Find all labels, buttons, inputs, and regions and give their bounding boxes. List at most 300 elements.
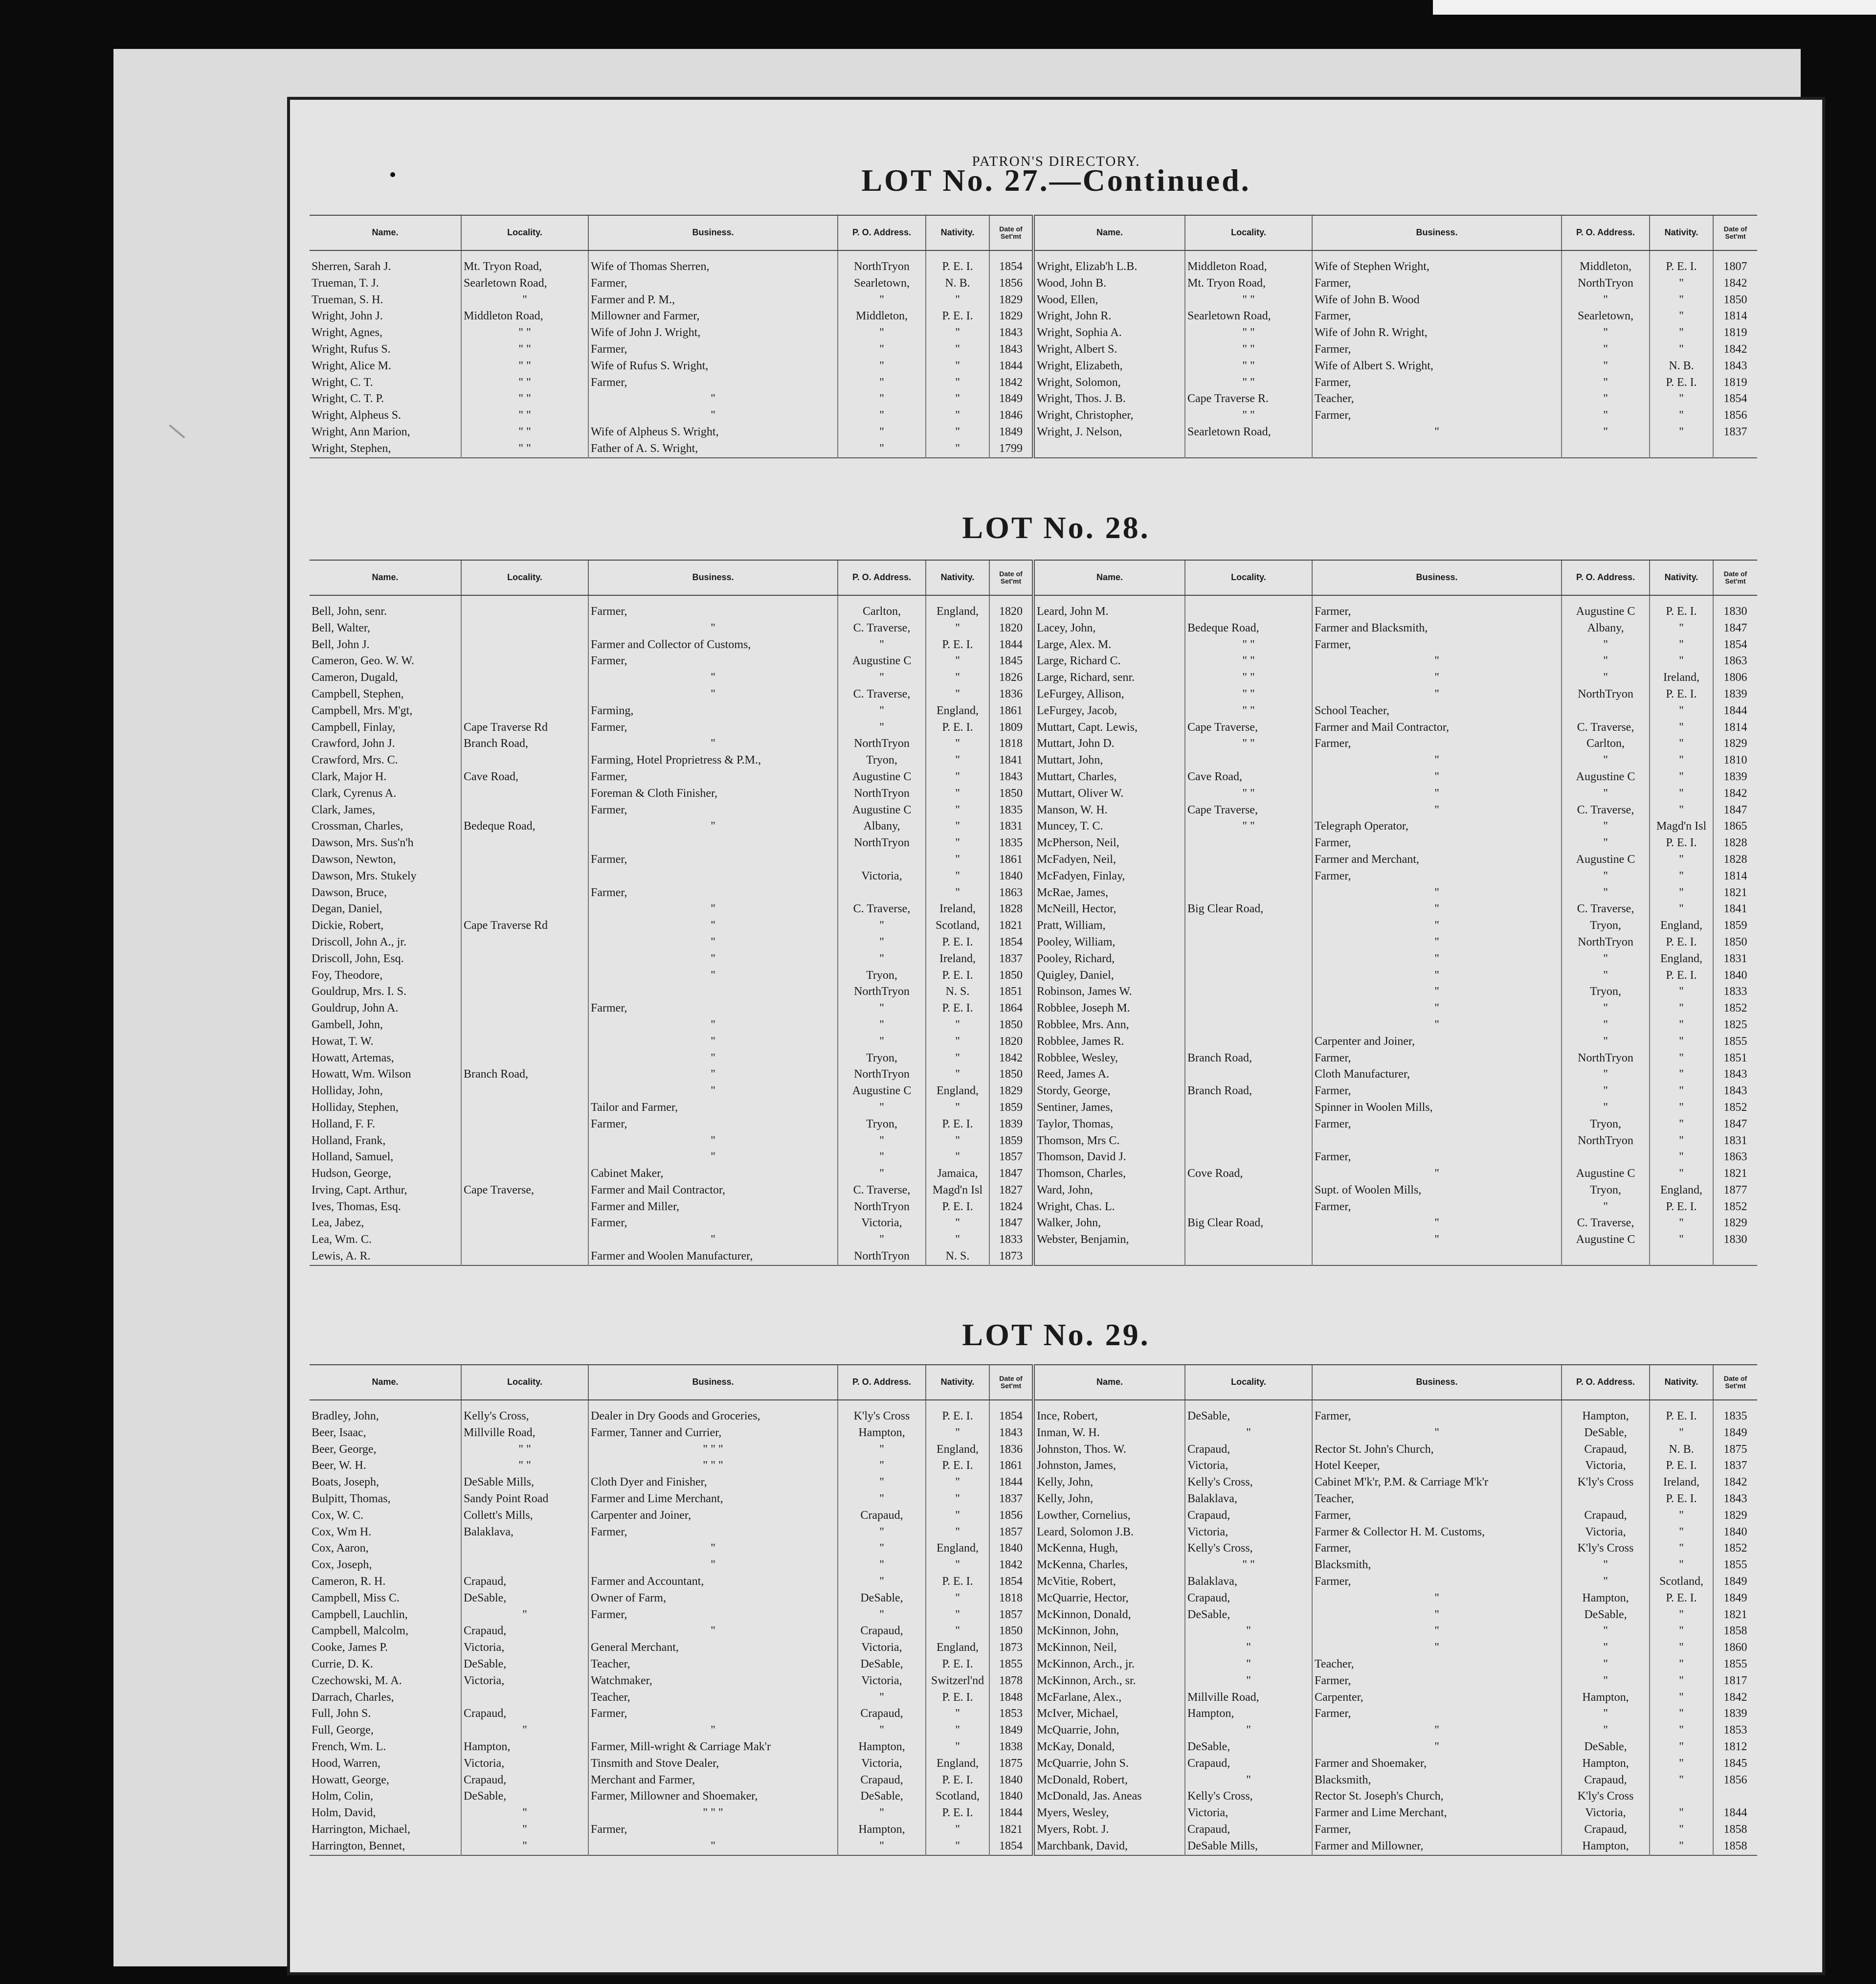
cell-po-address: NorthTryon	[838, 736, 926, 752]
cell-locality: " "	[461, 358, 588, 375]
cell-name: Robinson, James W.	[1033, 984, 1185, 1000]
cell-nativity: "	[1650, 1017, 1713, 1034]
cell-nativity: P. E. I.	[1650, 1458, 1713, 1474]
cell-name: Thomson, Mrs C.	[1033, 1133, 1185, 1150]
cell-nativity: "	[926, 653, 989, 670]
table-row	[310, 1788, 1757, 1805]
cell-business: Farming,	[588, 703, 838, 720]
lot29-directory-table	[310, 1364, 1757, 1856]
cell-date-settled: 1848	[989, 1690, 1033, 1706]
cell-po-address: Crapaud,	[1562, 1772, 1650, 1789]
cell-locality: " "	[461, 1458, 588, 1474]
cell-name: Dawson, Newton,	[312, 853, 396, 866]
cell-date-settled: 1854	[1713, 637, 1757, 654]
cell-name: LeFurgey, Jacob,	[1033, 703, 1185, 720]
cell-locality: Cape Traverse,	[1185, 720, 1312, 736]
cell-date-settled: 1809	[989, 720, 1033, 736]
cell-po-address: NorthTryon	[838, 250, 926, 275]
cell-locality: DeSable,	[461, 1788, 588, 1805]
cell-nativity: "	[926, 818, 989, 835]
table-row	[310, 1474, 1757, 1491]
cell-locality: " "	[461, 341, 588, 358]
cell-business: "	[1312, 1607, 1562, 1623]
cell-name: Full, John S.	[312, 1707, 371, 1720]
cell-name: Bell, John, senr.	[312, 605, 387, 618]
cell-date-settled: 1839	[1713, 769, 1757, 786]
cell-nativity: "	[926, 441, 989, 458]
cell-po-address: Albany,	[1562, 620, 1650, 637]
cell-date-settled: 1843	[989, 769, 1033, 786]
cell-name: Wright, Thos. J. B.	[1033, 391, 1185, 407]
cell-business: Farmer,	[1312, 868, 1562, 885]
cell-date-settled: 1850	[1713, 934, 1757, 951]
cell-locality: Millville Road,	[461, 1425, 588, 1442]
cell-locality	[461, 1149, 588, 1166]
cell-name: Pooley, Richard,	[1033, 951, 1185, 968]
cell-locality	[1185, 835, 1312, 852]
cell-name: Holland, Samuel,	[312, 1150, 394, 1164]
cell-business: Farmer,	[1312, 1822, 1562, 1838]
cell-po-address: K'ly's Cross	[1562, 1474, 1650, 1491]
table-row	[310, 835, 1757, 852]
cell-po-address: NorthTryon	[1562, 934, 1650, 951]
cell-nativity: P. E. I.	[926, 1458, 989, 1474]
cell-business: Cloth Dyer and Finisher,	[588, 1474, 838, 1491]
cell-business: Carpenter and Joiner,	[1312, 1034, 1562, 1050]
table-row	[310, 1805, 1757, 1822]
cell-date-settled: 1821	[1713, 885, 1757, 902]
table-row	[310, 424, 1757, 441]
cell-po-address: Tryon,	[838, 968, 926, 984]
cell-locality: "	[461, 1722, 588, 1739]
cell-date-settled: 1836	[989, 686, 1033, 703]
cell-nativity: Ireland,	[926, 901, 989, 918]
cell-date-settled: 1873	[989, 1248, 1033, 1265]
cell-date-settled: 1843	[1713, 1083, 1757, 1100]
cell-date-settled: 1863	[989, 885, 1033, 902]
cell-name: McFadyen, Neil,	[1033, 852, 1185, 868]
cell-business: Supt. of Woolen Mills,	[1312, 1182, 1562, 1199]
cell-business: Blacksmith,	[1312, 1772, 1562, 1789]
cell-date-settled: 1854	[989, 934, 1033, 951]
cell-name: Lowther, Cornelius,	[1033, 1508, 1185, 1524]
cell-po-address: "	[1562, 818, 1650, 835]
cell-locality	[461, 885, 588, 902]
cell-business: "	[1312, 1425, 1562, 1442]
cell-name: Bell, John J.	[312, 638, 370, 651]
cell-locality: Victoria,	[1185, 1458, 1312, 1474]
cell-date-settled: 1858	[1713, 1822, 1757, 1838]
cell-business: Farmer and Mail Contractor,	[1312, 720, 1562, 736]
cell-locality: Bedeque Road,	[461, 818, 588, 835]
cell-name: Driscoll, John, Esq.	[312, 952, 404, 965]
cell-locality: Kelly's Cross,	[461, 1400, 588, 1425]
cell-date-settled: 1807	[1713, 250, 1757, 275]
cell-business: "	[1312, 1739, 1562, 1756]
cell-business: "	[1312, 1000, 1562, 1017]
cell-business: "	[1312, 786, 1562, 802]
cell-nativity: "	[1650, 308, 1713, 325]
cell-business: "	[1312, 1722, 1562, 1739]
table-row	[310, 852, 1757, 868]
cell-date-settled: 1821	[989, 918, 1033, 934]
cell-locality: " "	[1185, 1557, 1312, 1574]
column-header-date-settled: Date of Set'mt	[989, 215, 1033, 250]
cell-business: Cloth Manufacturer,	[1312, 1066, 1562, 1083]
cell-date-settled: 1851	[1713, 1050, 1757, 1067]
cell-po-address: "	[838, 325, 926, 341]
cell-business: Wife of Stephen Wright,	[1312, 250, 1562, 275]
cell-name: McKenna, Charles,	[1033, 1557, 1185, 1574]
cell-po-address: Victoria,	[838, 1640, 926, 1656]
cell-date-settled: 1845	[989, 653, 1033, 670]
cell-business: Farmer,	[588, 275, 838, 292]
cell-name: Campbell, Stephen,	[312, 687, 404, 700]
cell-po-address: Hampton,	[1562, 1690, 1650, 1706]
cell-po-address: "	[838, 951, 926, 968]
cell-nativity: "	[926, 375, 989, 391]
cell-nativity: "	[926, 1706, 989, 1722]
cell-locality: " "	[1185, 637, 1312, 654]
cell-locality	[1185, 1182, 1312, 1199]
cell-name: Thomson, Charles,	[1033, 1166, 1185, 1182]
cell-po-address: NorthTryon	[1562, 1133, 1650, 1150]
cell-date-settled: 1852	[1713, 1540, 1757, 1557]
cell-nativity: P. E. I.	[1650, 375, 1713, 391]
table-row	[310, 703, 1757, 720]
cell-locality	[1185, 934, 1312, 951]
cell-nativity: "	[1650, 885, 1713, 902]
column-header-locality: Locality.	[1185, 1365, 1312, 1400]
cell-name: Crawford, Mrs. C.	[312, 754, 398, 767]
table-row	[310, 1215, 1757, 1232]
cell-business: Farmer,	[588, 1706, 838, 1722]
cell-locality: Cave Road,	[1185, 769, 1312, 786]
table-row	[310, 1673, 1757, 1690]
cell-business: "	[588, 1083, 838, 1100]
cell-locality	[1185, 1034, 1312, 1050]
cell-locality	[1185, 1248, 1312, 1265]
cell-po-address: "	[1562, 968, 1650, 984]
cell-po-address: "	[1562, 1656, 1650, 1673]
cell-date-settled: 1835	[989, 802, 1033, 819]
cell-po-address: NorthTryon	[1562, 686, 1650, 703]
cell-locality: DeSable,	[461, 1590, 588, 1607]
cell-po-address: "	[1562, 325, 1650, 341]
cell-po-address: Middleton,	[1562, 250, 1650, 275]
cell-business: "	[588, 1066, 838, 1083]
cell-name: LeFurgey, Allison,	[1033, 686, 1185, 703]
table-row	[310, 984, 1757, 1000]
cell-po-address: Searletown,	[1562, 308, 1650, 325]
cell-nativity: "	[926, 1215, 989, 1232]
cell-po-address: "	[1562, 1706, 1650, 1722]
cell-locality: Cape Traverse Rd	[461, 720, 588, 736]
cell-nativity: "	[1650, 720, 1713, 736]
cell-locality: Branch Road,	[1185, 1050, 1312, 1067]
table-row	[310, 1722, 1757, 1739]
cell-date-settled: 1838	[989, 1739, 1033, 1756]
cell-locality: Branch Road,	[461, 736, 588, 752]
cell-po-address: "	[838, 1574, 926, 1590]
cell-nativity: Scotland,	[1650, 1574, 1713, 1590]
cell-locality	[461, 1034, 588, 1050]
cell-business: Rector St. John's Church,	[1312, 1442, 1562, 1458]
cell-business: Farmer,	[1312, 1540, 1562, 1557]
cell-locality: " "	[1185, 407, 1312, 424]
cell-po-address: "	[1562, 1574, 1650, 1590]
cell-date-settled: 1836	[989, 1442, 1033, 1458]
cell-nativity: "	[1650, 1232, 1713, 1248]
cell-po-address	[1562, 1248, 1650, 1265]
cell-name: Bell, Walter,	[312, 621, 370, 634]
cell-locality: " "	[1185, 653, 1312, 670]
table-row	[310, 1838, 1757, 1855]
cell-nativity: "	[926, 1232, 989, 1248]
cell-name: Muttart, Charles,	[1033, 769, 1185, 786]
cell-locality	[1185, 1149, 1312, 1166]
table-row	[310, 441, 1757, 458]
cell-name: Robblee, Wesley,	[1033, 1050, 1185, 1067]
table-row	[310, 1574, 1757, 1590]
cell-business: "	[1312, 769, 1562, 786]
cell-locality: Collett's Mills,	[461, 1508, 588, 1524]
cell-nativity: "	[1650, 901, 1713, 918]
cell-business: Farmer & Collector H. M. Customs,	[1312, 1524, 1562, 1541]
table-row	[310, 1640, 1757, 1656]
table-row	[310, 391, 1757, 407]
cell-business: Farmer,	[1312, 341, 1562, 358]
cell-locality	[461, 1166, 588, 1182]
cell-name: Thomson, David J.	[1033, 1149, 1185, 1166]
cell-date-settled: 1840	[1713, 1524, 1757, 1541]
cell-name: Wright, Rufus S.	[312, 342, 391, 356]
cell-nativity: P. E. I.	[1650, 595, 1713, 620]
cell-name: Muttart, Capt. Lewis,	[1033, 720, 1185, 736]
cell-name: Holm, Colin,	[312, 1790, 374, 1803]
cell-date-settled: 1844	[1713, 1805, 1757, 1822]
cell-business: Carpenter and Joiner,	[588, 1508, 838, 1524]
cell-name: Wood, John B.	[1033, 275, 1185, 292]
cell-po-address: "	[1562, 1100, 1650, 1116]
cell-name: Lewis, A. R.	[312, 1250, 371, 1263]
cell-name: Wright, Albert S.	[1033, 341, 1185, 358]
cell-name: Trueman, T. J.	[312, 276, 379, 290]
cell-nativity: "	[1650, 802, 1713, 819]
cell-locality: Kelly's Cross,	[1185, 1474, 1312, 1491]
cell-date-settled: 1854	[989, 250, 1033, 275]
cell-date-settled: 1849	[1713, 1574, 1757, 1590]
cell-po-address: C. Traverse,	[1562, 1215, 1650, 1232]
cell-date-settled: 1854	[989, 1400, 1033, 1425]
cell-nativity: England,	[926, 595, 989, 620]
cell-date-settled: 1853	[1713, 1722, 1757, 1739]
cell-locality: "	[461, 292, 588, 309]
cell-business: Farmer and Miller,	[588, 1199, 838, 1216]
cell-business: Teacher,	[1312, 391, 1562, 407]
cell-po-address: "	[1562, 1017, 1650, 1034]
cell-po-address	[838, 885, 926, 902]
table-row	[310, 1133, 1757, 1150]
cell-business: Farmer and Blacksmith,	[1312, 620, 1562, 637]
cell-date-settled: 1821	[1713, 1607, 1757, 1623]
cell-name: Wright, Stephen,	[312, 442, 391, 455]
cell-locality	[461, 835, 588, 852]
lot27-directory-table	[310, 215, 1757, 458]
cell-nativity: "	[926, 1425, 989, 1442]
cell-po-address: NorthTryon	[838, 786, 926, 802]
table-row	[310, 1050, 1757, 1067]
cell-po-address: Augustine C	[1562, 769, 1650, 786]
cell-business: Farmer,	[588, 375, 838, 391]
column-header-po-address: P. O. Address.	[838, 560, 926, 595]
cell-po-address: DeSable,	[838, 1656, 926, 1673]
cell-date-settled: 1842	[989, 375, 1033, 391]
cell-date-settled: 1856	[989, 275, 1033, 292]
cell-nativity: "	[1650, 620, 1713, 637]
cell-po-address: "	[838, 1166, 926, 1182]
cell-name: Howatt, George,	[312, 1773, 389, 1786]
table-row	[310, 375, 1757, 391]
cell-locality	[461, 1017, 588, 1034]
cell-nativity: "	[926, 391, 989, 407]
cell-locality: Big Clear Road,	[1185, 901, 1312, 918]
column-header-nativity: Nativity.	[1650, 1365, 1713, 1400]
table-row	[310, 250, 1757, 275]
cell-locality: " "	[1185, 341, 1312, 358]
cell-date-settled: 1847	[1713, 802, 1757, 819]
column-header-nativity: Nativity.	[926, 1365, 989, 1400]
cell-locality	[461, 786, 588, 802]
cell-business: Farmer, Millowner and Shoemaker,	[588, 1788, 838, 1805]
cell-date-settled: 1850	[989, 1623, 1033, 1640]
cell-name: Irving, Capt. Arthur,	[312, 1183, 407, 1196]
cell-nativity: Magd'n Isl	[926, 1182, 989, 1199]
cell-po-address: "	[1562, 1199, 1650, 1216]
cell-name: Myers, Wesley,	[1033, 1805, 1185, 1822]
cell-business: Farmer and Woolen Manufacturer,	[588, 1248, 838, 1265]
cell-locality: Cape Traverse Rd	[461, 918, 588, 934]
cell-date-settled: 1839	[989, 1116, 1033, 1133]
table-row	[310, 752, 1757, 769]
table-row	[310, 653, 1757, 670]
cell-date-settled	[1713, 1248, 1757, 1265]
cell-date-settled: 1856	[989, 1508, 1033, 1524]
cell-name: Dawson, Bruce,	[312, 886, 387, 899]
cell-date-settled: 1873	[989, 1640, 1033, 1656]
cell-date-settled: 1857	[989, 1149, 1033, 1166]
cell-nativity: "	[926, 769, 989, 786]
table-row	[310, 292, 1757, 309]
cell-po-address: "	[838, 1000, 926, 1017]
cell-nativity: P. E. I.	[1650, 835, 1713, 852]
cell-po-address: NorthTryon	[838, 1199, 926, 1216]
cell-business: "	[1312, 1215, 1562, 1232]
cell-locality: Kelly's Cross,	[1185, 1540, 1312, 1557]
table-row	[310, 325, 1757, 341]
cell-date-settled: 1850	[1713, 292, 1757, 309]
cell-name: Hood, Warren,	[312, 1757, 380, 1770]
cell-po-address: "	[1562, 1722, 1650, 1739]
cell-locality: Balaklava,	[1185, 1574, 1312, 1590]
cell-po-address: Victoria,	[838, 1756, 926, 1772]
cell-nativity: "	[926, 868, 989, 885]
cell-date-settled: 1829	[1713, 1508, 1757, 1524]
cell-locality: Searletown Road,	[461, 275, 588, 292]
cell-po-address: "	[838, 341, 926, 358]
cell-business: "	[588, 1034, 838, 1050]
cell-name: Taylor, Thomas,	[1033, 1116, 1185, 1133]
cell-name: Wright, Ann Marion,	[312, 425, 410, 438]
cell-name: Campbell, Malcolm,	[312, 1624, 408, 1638]
cell-locality	[461, 1232, 588, 1248]
cell-business: Farmer and Lime Merchant,	[588, 1491, 838, 1508]
cell-po-address: "	[1562, 375, 1650, 391]
cell-date-settled: 1858	[1713, 1623, 1757, 1640]
cell-date-settled: 1814	[1713, 868, 1757, 885]
cell-business: "	[1312, 653, 1562, 670]
cell-business: Farmer and Accountant,	[588, 1574, 838, 1590]
cell-nativity: "	[926, 1822, 989, 1838]
cell-business: Farmer,	[1312, 407, 1562, 424]
table-row	[310, 885, 1757, 902]
table-row	[310, 1690, 1757, 1706]
cell-nativity: "	[926, 1607, 989, 1623]
cell-nativity: "	[1650, 1149, 1713, 1166]
cell-nativity: "	[926, 786, 989, 802]
cell-date-settled: 1846	[989, 407, 1033, 424]
cell-locality: " "	[1185, 670, 1312, 686]
cell-name: Bradley, John,	[312, 1410, 379, 1422]
cell-date-settled: 1829	[989, 292, 1033, 309]
cell-po-address: "	[838, 1458, 926, 1474]
cell-date-settled: 1814	[1713, 308, 1757, 325]
cell-name: McDonald, Jas. Aneas	[1033, 1788, 1185, 1805]
cell-business: Teacher,	[588, 1656, 838, 1673]
cell-nativity: "	[1650, 1133, 1713, 1150]
cell-locality: Cove Road,	[1185, 1166, 1312, 1182]
cell-nativity: "	[926, 1474, 989, 1491]
cell-po-address: Tryon,	[838, 1050, 926, 1067]
cell-locality	[1185, 1133, 1312, 1150]
column-header-business: Business.	[588, 215, 838, 250]
cell-name: French, Wm. L.	[312, 1740, 386, 1753]
cell-business: Rector St. Joseph's Church,	[1312, 1788, 1562, 1805]
cell-name: McQuarrie, John,	[1033, 1722, 1185, 1739]
cell-po-address: C. Traverse,	[838, 1182, 926, 1199]
cell-name: McDonald, Robert,	[1033, 1772, 1185, 1789]
cell-po-address: DeSable,	[1562, 1607, 1650, 1623]
cell-date-settled: 1844	[989, 358, 1033, 375]
cell-name: Clark, Cyrenus A.	[312, 787, 397, 800]
column-header-business: Business.	[1312, 1365, 1562, 1400]
cell-po-address: "	[1562, 752, 1650, 769]
cell-business: "	[588, 1232, 838, 1248]
cell-locality	[461, 951, 588, 968]
cell-nativity: "	[926, 1149, 989, 1166]
column-header-date-settled: Date of Set'mt	[989, 560, 1033, 595]
cell-business: Farmer,	[1312, 637, 1562, 654]
cell-date-settled: 1829	[989, 1083, 1033, 1100]
cell-nativity: "	[1650, 1050, 1713, 1067]
cell-business: Spinner in Woolen Mills,	[1312, 1100, 1562, 1116]
table-row	[310, 786, 1757, 802]
cell-name: McIver, Michael,	[1033, 1706, 1185, 1722]
cell-nativity: "	[1650, 1722, 1713, 1739]
column-header-po-address: P. O. Address.	[838, 1365, 926, 1400]
cell-nativity: "	[926, 1017, 989, 1034]
cell-nativity: P. E. I.	[1650, 250, 1713, 275]
